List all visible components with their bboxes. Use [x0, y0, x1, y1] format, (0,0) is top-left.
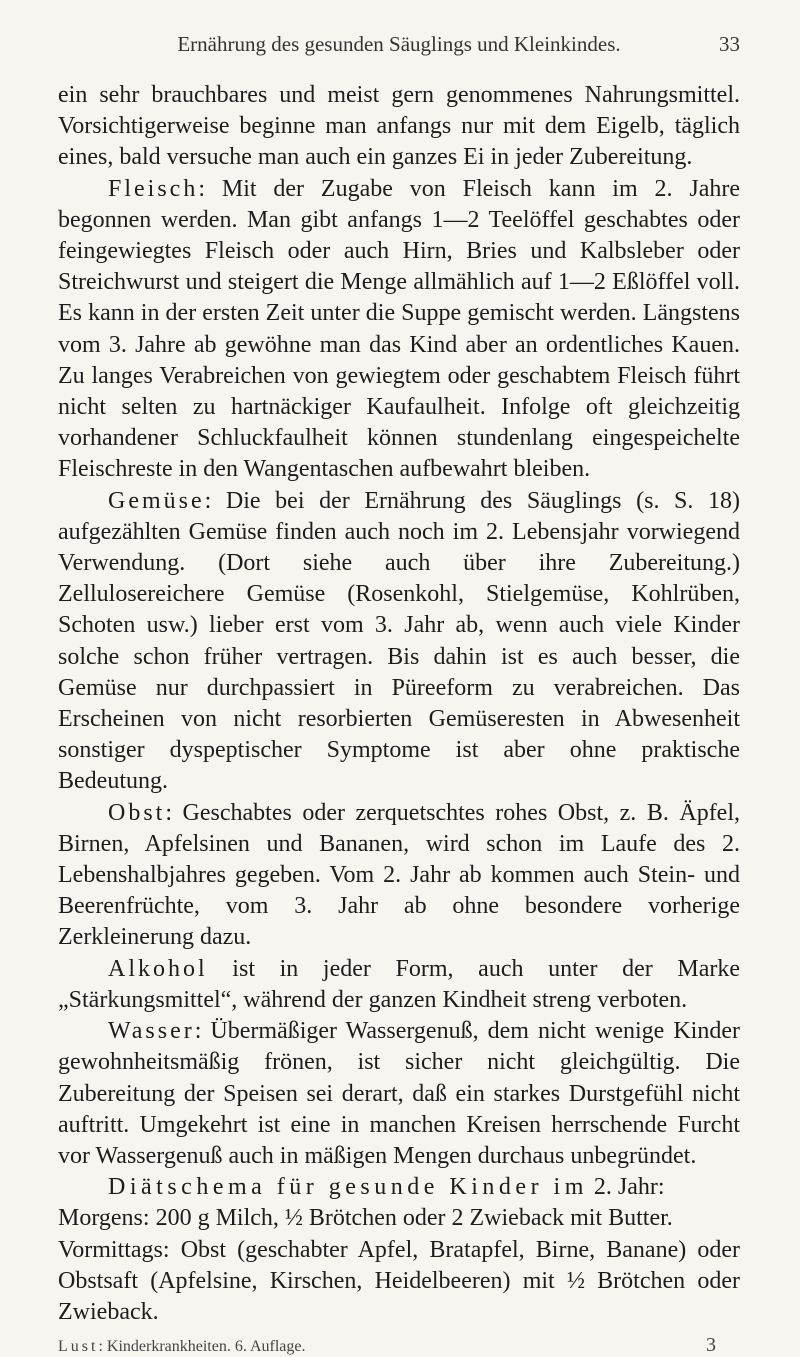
- meal-label: Vormittags:: [58, 1236, 170, 1263]
- section-label: Wasser: [108, 1018, 195, 1045]
- page-footer: [58, 1334, 740, 1357]
- paragraph-continuation: ein sehr brauchbares und meist gern genommenes Nahrungsmittel. Vorsichtigerweise beginne man anfangs nur mit dem Eigelb, täglich eines, bald versuche man auch ein ganzes Ei in jeder Zubereitung.: [58, 82, 740, 171]
- page-number: 33: [719, 32, 740, 56]
- sheet-signature: 3: [706, 1334, 716, 1357]
- source-note: Lust: Kinderkrankheiten. 6. Auflage.: [58, 1338, 306, 1356]
- meal-vormittags: Vormittags: Obst (geschabter Apfel, Bratapfel, Birne, Banane) oder Obstsaft (Apfelsine, Kirschen, Heidelbeeren) mit ½ Brötchen oder Zwieback.: [58, 1236, 740, 1325]
- running-head: [58, 32, 740, 66]
- section-label: Fleisch: [108, 175, 199, 202]
- running-head-title: Ernährung des gesunden Säuglings und Kleinkindes.: [177, 32, 621, 56]
- paragraph-gemuese: Gemüse: Die bei der Ernährung des Säuglings (s. S. 18) aufgezählten Gemüse finden auch noch im 2. Lebensjahr vorwiegend Verwendung. (Dort siehe auch über ihre Zubereitung.) Zellulosereichere Gemüse (Rosenkohl, Stielgemüse, Kohlrüben, Schoten usw.) lieber erst vom 3. Jahr ab, wenn auch viele Kinder solche schon früher vertragen. Bis dahin ist es auch besser, die Gemüse nur durchpassiert in Püreeform zu verabreichen. Das Erscheinen von nicht resorbierten Gemüseresten in Abwesenheit sonstiger dyspeptischer Symptome ist aber ohne praktische Bedeutung.: [58, 487, 740, 795]
- section-label: Obst: [108, 799, 166, 826]
- meal-morgens: Morgens: 200 g Milch, ½ Brötchen oder 2 Zwieback mit Butter.: [58, 1205, 673, 1232]
- paragraph-alkohol: Alkohol ist in jeder Form, auch unter der Marke „Stärkungsmittel“, während der ganzen Kindheit streng verboten.: [58, 955, 740, 1013]
- paragraph-fleisch: Fleisch: Mit der Zugabe von Fleisch kann im 2. Jahre begonnen werden. Man gibt anfangs 1—2 Teelöffel geschabtes oder feingewiegtes Fleisch oder auch Hirn, Bries und Kalbsleber oder Streichwurst und steigert die Menge allmählich auf 1—2 Eßlöffel voll. Es kann in der ersten Zeit unter die Suppe gemischt werden. Längstens vom 3. Jahre ab gewöhne man das Kind aber an ordentliches Kauen. Zu langes Verabreichen von gewiegtem oder geschabtem Fleisch führt nicht selten zu hartnäckiger Kaufaulheit. Infolge oft gleichzeitig vorhandener Schluckfaulheit können stundenlang eingespeichelte Fleischreste in den Wangentaschen aufbewahrt bleiben.: [58, 175, 740, 483]
- body-text: [58, 80, 740, 1328]
- section-label: Gemüse: [108, 487, 205, 514]
- paragraph-wasser: Wasser: Übermäßiger Wassergenuß, dem nicht wenige Kinder gewohnheitsmäßig frönen, ist sicher nicht gleichgültig. Die Zubereitung der Speisen sei derart, daß ein starkes Durstgefühl nicht auftritt. Umgekehrt ist eine in manchen Kreisen herrschende Furcht vor Wassergenuß auch in mäßigen Mengen durchaus unbegründet.: [58, 1018, 740, 1169]
- diet-schema-heading: Diätschema für gesunde Kinder im 2. Jahr:: [108, 1174, 665, 1201]
- meal-label: Morgens:: [58, 1205, 150, 1232]
- section-label: Alkohol: [108, 955, 208, 982]
- paragraph-obst: Obst: Geschabtes oder zerquetschtes rohes Obst, z. B. Äpfel, Birnen, Apfelsinen und Bananen, wird schon im Laufe des 2. Lebenshalbjahres gegeben. Vom 2. Jahr ab kommen auch Stein- und Beerenfrüchte, vom 3. Jahr ab ohne besondere vorherige Zerkleinerung dazu.: [58, 799, 740, 951]
